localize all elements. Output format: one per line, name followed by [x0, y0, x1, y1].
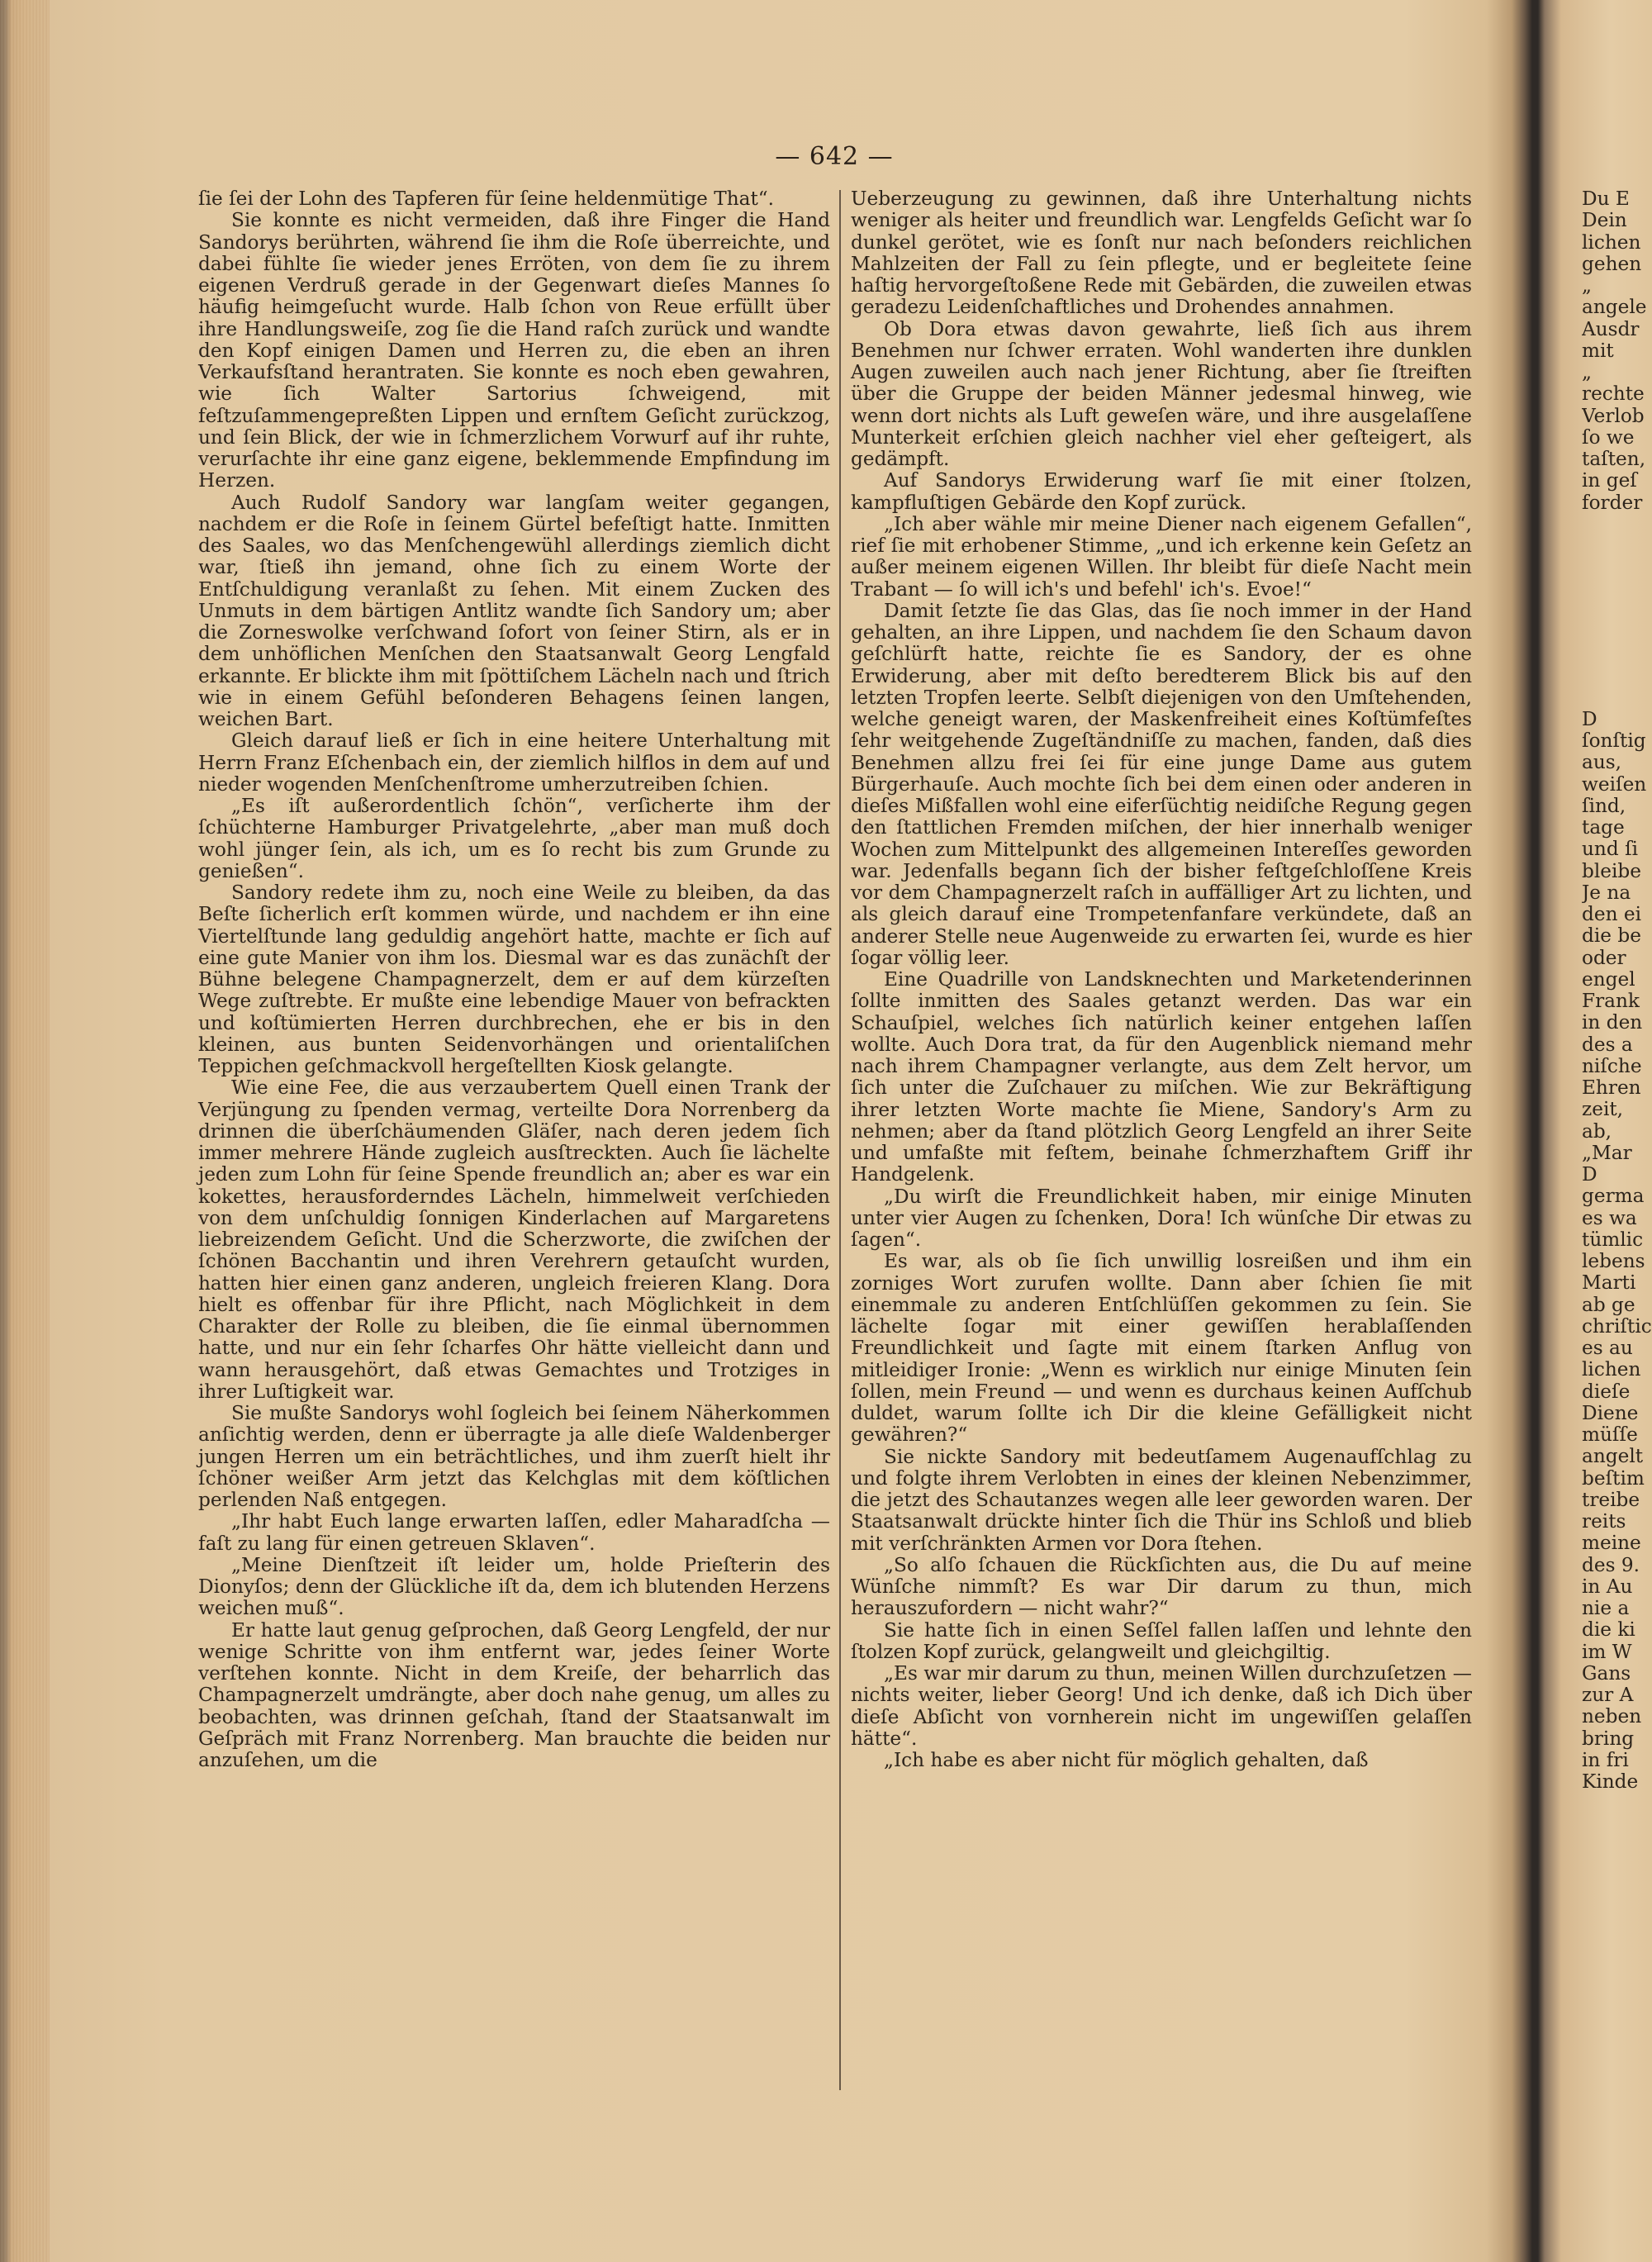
fragment-line: „Mar [1582, 1141, 1632, 1164]
fragment-line: Frank [1582, 990, 1640, 1012]
fragment-line: Ausdr [1582, 317, 1640, 340]
paragraph: Ueberzeugung zu gewinnen, daß ihre Unterhaltung nichts weniger als heiter und freundlich war. Lengfelds Geſicht war ſo dunkel gerötet, wie es ſonſt nur nach beſonders reichlichen Mahlzeiten der Fall zu ſein pflegte, und er begleitete ſeine haſtig hervorgeſtoßene Rede mit Gebärden, die zuweilen etwas geradezu Leidenſchaftliches und Drohendes annahmen. [851, 188, 1472, 319]
fragment-line: es wa [1582, 1206, 1637, 1229]
fragment-line: aus, [1582, 751, 1622, 774]
fragment-line: oder [1582, 946, 1626, 969]
paragraph: Er hatte laut genug geſprochen, daß Georg Lengfeld, der nur wenige Schritte von ihm entfernt war, jedes ſeiner Worte verſtehen konnte. Nicht in dem Kreiſe, der beharrlich das Champagnerzelt umdrängte, aber doch nahe genug, um alles zu beobachten, was drinnen geſchah, ſtand der Staatsanwalt im Geſpräch mit Franz Norrenberg. Man brauchte die beiden nur anzuſehen, um die [198, 1618, 830, 1771]
fragment-line: dieſe [1582, 1380, 1631, 1403]
fragment-line: Marti [1582, 1271, 1636, 1295]
fragment-line: bleibe [1582, 859, 1641, 882]
fragment-line: Ehren [1582, 1076, 1641, 1099]
fragment-line: niſche [1582, 1054, 1642, 1077]
paragraph: Ob Dora etwas davon gewahrte, ließ ſich aus ihrem Benehmen nur ſchwer erraten. Wohl wanderten ihre dunklen Augen zuweilen auch nach jener Richtung, aber ſie ſtreiften über die Gruppe der beiden Männer jedesmal hinweg, wie wenn dort nichts als Luft geweſen wäre, und ihre ausgelaſſene Munterkeit erſchien gleich nachher viel eher geſteigert, als gedämpft. [851, 317, 1472, 470]
fragment-line: nie a [1582, 1597, 1630, 1619]
left-text-column [198, 188, 830, 1771]
fragment-line: forder [1582, 491, 1643, 514]
fragment-line: Dein [1582, 209, 1627, 232]
paragraph: „Meine Dienſtzeit iſt leider um, holde Prieſterin des Dionyſos; denn der Glückliche iſt da, dem ich blutenden Herzens weichen muß“. [198, 1553, 830, 1620]
fragment-line: treibe [1582, 1488, 1640, 1511]
paragraph: Sie nickte Sandory mit bedeutſamem Augenaufſchlag zu und folgte ihrem Verlobten in eines der kleinen Nebenzimmer, die jetzt des Schautanzes wegen alle leer geworden waren. Der Staatsanwalt drückte hinter ſich die Thür ins Schloß und blieb mit verſchränkten Armen vor Dora ſtehen. [851, 1445, 1472, 1555]
paragraph: „Ich aber wähle mir meine Diener nach eigenem Gefallen“, rief ſie mit erhobener Stimme, „und ich erkenne kein Geſetz an außer meinem eigenen Willen. Ihr bleibt für dieſe Nacht mein Trabant — ſo will ich's und befehl' ich's. Evoe!“ [851, 512, 1472, 601]
fragment-line: es au [1582, 1337, 1633, 1359]
fragment-line: müſſe [1582, 1423, 1638, 1446]
fragment-line: D [1582, 1163, 1597, 1186]
paragraph: Sandory redete ihm zu, noch eine Weile zu bleiben, da das Beſte ſicherlich erſt kommen würde, und nachdem er ihn eine Viertelſtunde lang geduldig angehört hatte, machte er ſich auf eine gute Manier von ihm los. Diesmal war es das zunächſt der Bühne belegene Champagnerzelt, dem er auf dem kürzeſten Wege zuſtrebte. Er mußte eine lebendige Mauer von befrackten und koſtümierten Herren durchbrechen, ehe er bis in den kleinen, aus bunten Seidenvorhängen und orientaliſchen Teppichen geſchmackvoll hergeſtellten Kiosk gelangte. [198, 882, 830, 1077]
fragment-line: engel [1582, 967, 1635, 991]
paragraph: ſie ſei der Lohn des Tapferen für ſeine heldenmütige That“. [198, 188, 775, 210]
middle-text-column [851, 188, 1472, 1771]
fragment-line: und ſi [1582, 838, 1639, 861]
fragment-line: den ei [1582, 903, 1642, 925]
fragment-line: zur A [1582, 1684, 1634, 1706]
fragment-line: neben [1582, 1705, 1642, 1728]
paragraph: „So alſo ſchauen die Rückſichten aus, die Du auf meine Wünſche nimmſt? Es war Dir darum zu thun, mich herauszufordern — nicht wahr?“ [851, 1553, 1472, 1620]
page-number: — 642 — [775, 142, 894, 171]
paragraph: Gleich darauf ließ er ſich in eine heitere Unterhaltung mit Herrn Franz Eſchenbach ein, der ziemlich hilflos in dem auf und nieder wogenden Menſchenſtrome umherzutreiben ſchien. [198, 729, 830, 796]
fragment-line: weiſen [1582, 772, 1647, 796]
fragment-line: tage [1582, 816, 1625, 839]
fragment-line: des 9. [1582, 1553, 1640, 1576]
paragraph: „Es war mir darum zu thun, meinen Willen durchzuſetzen — nichts weiter, lieber Georg! Und ich denke, daß ich Dich über dieſe Abſicht von vornherein nicht im ungewiſſen gelaſſen hätte“. [851, 1662, 1472, 1750]
fragment-line: ab ge [1582, 1293, 1635, 1316]
fragment-line: im W [1582, 1640, 1632, 1663]
fragment-line: taſten, [1582, 448, 1646, 470]
fragment-line: Diene [1582, 1401, 1639, 1424]
fragment-gap [1582, 514, 1652, 709]
paragraph: Damit ſetzte ſie das Glas, das ſie noch immer in der Hand gehalten, an ihre Lippen, und nachdem ſie den Schaum davon geſchlürft hatte, reichte ſie es Sandory, der es ohne Erwiderung, aber mit deſto beredterem Blick bis auf den letzten Tropfen leerte. Selbſt diejenigen von den Umſtehenden, welche geneigt waren, der Maskenfreiheit eines Koſtümfeſtes ſehr weitgehende Zugeſtändniſſe zu machen, fanden, daß dies Benehmen allzu frei ſei für eine junge Dame aus gutem Bürgerhauſe. Auch mochte ſich bei dem einen oder anderen in dieſes Mißfallen wohl eine eiferſüchtig neidiſche Regung gegen den ſtattlichen Fremden miſchen, der hier innerhalb weniger Wochen zum Mittelpunkt des allgemeinen Intereſſes geworden war. Jedenfalls begann ſich der bisher feſtgeſchloſſene Kreis vor dem Champagnerzelt raſch in auffälliger Art zu lichten, und als gleich darauf eine Trompetenfanfare verkündete, daß an anderer Stelle neue Augenweide zu erwarten ſei, wurde es hier ſogar völlig leer. [851, 599, 1472, 969]
fragment-line: lichen [1582, 1358, 1641, 1381]
fragment-line: D [1582, 707, 1597, 730]
fragment-line: Gans [1582, 1661, 1631, 1685]
column-divider [839, 190, 841, 2090]
fragment-line: gehen [1582, 252, 1642, 275]
paragraph: Sie hatte ſich in einen Seſſel fallen laſſen und lehnte den ſtolzen Kopf zurück, gelangweilt und gleichgiltig. [851, 1618, 1472, 1663]
paragraph: Sie konnte es nicht vermeiden, daß ihre Finger die Hand Sandorys berührten, während ſie ihm die Roſe überreichte, und dabei fühlte ſie wieder jenes Erröten, von dem ſie zu ihrem eigenen Verdruß gerade in der Gegenwart dieſes Mannes ſo häufig heimgeſucht wurde. Halb ſchon von Reue erfüllt über ihre Handlungsweiſe, zog ſie die Hand raſch zurück und wandte den Kopf einigen Damen und Herren zu, die eben an ihren Verkaufsſtand herantraten. Sie konnte es noch eben gewahren, wie ſich Walter Sartorius ſchweigend, mit feſtzuſammengepreßten Lippen und ernſtem Geſicht zurückzog, und ſein Blick, der wie in ſchmerzlichem Vorwurf auf ihr ruhte, verurſachte ihr eine ganz eigene, beklemmende Empfindung im Herzen. [198, 209, 830, 492]
fragment-line: meine [1582, 1532, 1641, 1555]
paragraph: Auch Rudolf Sandory war langſam weiter gegangen, nachdem er die Roſe in ſeinem Gürtel befeſtigt hatte. Inmitten des Saales, wo das Menſchengewühl allerdings ziemlich dicht war, ſtieß ihn jemand, ohne ſich zu einem Worte der Entſchuldigung veranlaßt zu ſehen. Mit einem Zucken des Unmuts in dem bärtigen Antlitz wandte ſich Sandory um; aber die Zorneswolke verſchwand ſofort von ſeiner Stirn, als er in dem unhöflichen Menſchen den Staatsanwalt Georg Lengfald erkannte. Er blickte ihm mit ſpöttiſchem Lächeln nach und ſtrich wie in einem Gefühl beſonderen Behagens ſeinen langen, weichen Bart. [198, 491, 830, 730]
fragment-line: die be [1582, 924, 1641, 948]
fragment-line: lebens [1582, 1250, 1645, 1272]
fragment-line: „ [1582, 361, 1593, 383]
paragraph: „Du wirſt die Freundlichkeit haben, mir einige Minuten unter vier Augen zu ſchenken, Dora! Ich wünſche Dir etwas zu ſagen“. [851, 1185, 1472, 1251]
fragment-line: Verlob [1582, 404, 1645, 427]
fragment-line: Du E [1582, 188, 1630, 210]
paragraph: „Ich habe es aber nicht für möglich gehalten, daß [884, 1749, 1369, 1771]
fragment-line: in fri [1582, 1748, 1629, 1771]
paragraph: Eine Quadrille von Landsknechten und Marketenderinnen ſollte inmitten des Saales getanzt werden. Das war ein Schauſpiel, welches ſich natürlich keiner entgehen laſſen wollte. Auch Dora trat, da für den Augenblick niemand mehr nach ihrem Champagner verlangte, aus dem Zelt hervor, um ſich unter die Zuſchauer zu miſchen. Wie zur Bekräftigung ihrer letzten Worte machte ſie Miene, Sandory's Arm zu nehmen; aber da ſtand plötzlich Georg Lengfeld an ihrer Seite und umfaßte mit feſtem, beinahe ſchmerzhaftem Griff ihr Handgelenk. [851, 968, 1472, 1186]
next-page-fragment-column [1582, 188, 1652, 2089]
fragment-line: reits [1582, 1510, 1626, 1533]
fragment-line: ab, [1582, 1119, 1612, 1143]
stacked-page-edges [0, 0, 50, 2262]
fragment-line: rechte [1582, 383, 1645, 406]
paragraph: Es war, als ob ſie ſich unwillig losreißen und ihm ein zorniges Wort zurufen wollte. Dann aber ſchien ſie mit einemmale zu anderen Entſchlüſſen gekommen zu ſein. Sie lächelte ſogar mit einer gewiſſen herablaſſenden Freundlichkeit und ſagte mit einem ſtarken Anflug von mitleidiger Ironie: „Wenn es wirklich nur einige Minuten ſein ſollen, mein Freund — und wenn es durchaus keinen Aufſchub duldet, warum ſollte ich Dir die kleine Gefälligkeit nicht gewähren?“ [851, 1250, 1472, 1447]
fragment-line: Je na [1582, 881, 1631, 904]
paragraph: „Es iſt außerordentlich ſchön“, verſicherte ihm der ſchüchterne Hamburger Privatgelehrte, „aber man muß doch wohl jünger ſein, als ich, um es ſo recht bis zum Grunde zu genießen“. [198, 795, 830, 882]
paragraph: Wie eine Fee, die aus verzaubertem Quell einen Trank der Verjüngung zu ſpenden vermag, verteilte Dora Norrenberg da drinnen die überſchäumenden Gläſer, nach deren jedem ſich immer mehrere Hände zugleich ausſtreckten. Auch ſie lächelte jeden zum Lohn für ſeine Spende freundlich an; aber es war ein kokettes, herausforderndes Lächeln, himmelweit verſchieden von dem unſchuldig ſonnigen Kinderlachen auf Margaretens liebreizendem Geſicht. Und die Scherzworte, die zwiſchen der ſchönen Bacchantin und ihren Verehrern getauſcht wurden, hatten hier einen ganz anderen, ungleich freieren Klang. Dora hielt es offenbar für ihre Pflicht, nach Möglichkeit in dem Charakter der Rolle zu bleiben, die ſie einmal übernommen hatte, und nur ein ſehr ſcharfes Ohr hätte vielleicht dann und wann herausgehört, daß etwas Gemachtes und Trotziges in ihrer Luſtigkeit war. [198, 1076, 830, 1403]
fragment-line: des a [1582, 1033, 1633, 1056]
fragment-line: chriſtic [1582, 1314, 1652, 1338]
fragment-line: mit [1582, 339, 1614, 362]
fragment-line: germa [1582, 1185, 1645, 1208]
fragment-line: beſtim [1582, 1466, 1645, 1490]
fragment-line: angele [1582, 296, 1647, 319]
fragment-line: ſo we [1582, 425, 1635, 449]
fragment-line: Kinde [1582, 1770, 1639, 1793]
fragment-line: in den [1582, 1011, 1643, 1034]
fragment-line: die ki [1582, 1618, 1635, 1642]
fragment-line: ſind, [1582, 794, 1626, 817]
fragment-line: in Au [1582, 1575, 1633, 1598]
fragment-line: „ [1582, 274, 1593, 297]
fragment-line: in geſ [1582, 469, 1637, 492]
paragraph: „Ihr habt Euch lange erwarten laſſen, edler Maharadſcha — faſt zu lang für einen getreuen Sklaven“. [198, 1510, 830, 1555]
fragment-line: tümlic [1582, 1228, 1644, 1251]
fragment-line: ſonſtig [1582, 729, 1646, 752]
fragment-line: bring [1582, 1727, 1635, 1750]
fragment-line: angelt [1582, 1445, 1644, 1468]
paragraph: Auf Sandorys Erwiderung warf ſie mit einer ſtolzen, kampfluſtigen Gebärde den Kopf zurück. [851, 469, 1472, 514]
fragment-line: zeit, [1582, 1098, 1624, 1121]
fragment-line: lichen [1582, 230, 1641, 254]
paragraph: Sie mußte Sandorys wohl ſogleich bei ſeinem Näherkommen anſichtig werden, denn er überragte ja alle dieſe Waldenberger jungen Herren um ein beträchtliches, und ihm zuerſt hielt ihr ſchöner weißer Arm jetzt das Kelchglas mit dem köſtlichen perlenden Naß entgegen. [198, 1402, 830, 1511]
